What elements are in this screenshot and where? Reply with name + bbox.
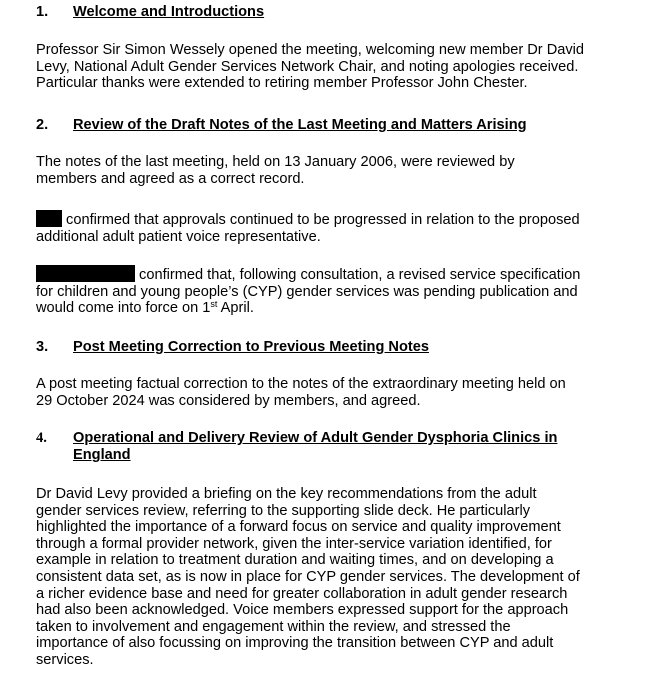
text-line: Levy, National Adult Gender Services Network Chair, and noting apologies received. bbox=[36, 58, 579, 75]
text-line: consistent data set, as is now in place for CYP gender services. The development of bbox=[36, 568, 580, 585]
text-line: a richer evidence base and need for greater collaboration in adult gender research bbox=[36, 585, 568, 602]
text-line: through a formal provider network, given the inter-service variation identified, for bbox=[36, 535, 552, 552]
text-line: importance of also focussing on improving the transition between CYP and adult bbox=[36, 635, 554, 652]
text-line: Particular thanks were extended to retiring member Professor John Chester. bbox=[36, 75, 528, 92]
section-number: 2. bbox=[36, 117, 49, 133]
redaction-block bbox=[36, 210, 62, 227]
section-title-line: Operational and Delivery Review of Adult Gender Dysphoria Clinics in bbox=[73, 430, 558, 446]
section-title-line: England bbox=[73, 447, 131, 463]
text-line: additional adult patient voice representative. bbox=[36, 228, 321, 245]
paragraph bbox=[36, 42, 648, 92]
redaction-block bbox=[36, 265, 135, 282]
text-line: members and agreed as a correct record. bbox=[36, 170, 305, 187]
paragraph bbox=[36, 265, 648, 317]
text-line bbox=[36, 210, 648, 229]
text-line bbox=[36, 300, 648, 317]
text-fragment: would come into force on 1 bbox=[36, 300, 211, 317]
text-line: The notes of the last meeting, held on 13 January 2006, were reviewed by bbox=[36, 154, 515, 170]
text-line bbox=[36, 265, 648, 284]
section-number: 4. bbox=[36, 430, 47, 446]
section-title: Welcome and Introductions bbox=[73, 4, 265, 20]
paragraph bbox=[36, 154, 648, 187]
text-line: taken to involvement and engagement within the review, and stressed the bbox=[36, 618, 511, 635]
text-fragment: confirmed that approvals continued to be progressed in relation to the proposed bbox=[62, 212, 580, 228]
text-fragment: April. bbox=[217, 300, 254, 317]
superscript: st bbox=[210, 299, 218, 310]
paragraph bbox=[36, 486, 648, 669]
text-line: gender services review, referring to the supporting slide deck. He particularly bbox=[36, 502, 530, 519]
text-line: A post meeting factual correction to the notes of the extraordinary meeting held on bbox=[36, 376, 566, 392]
paragraph bbox=[36, 376, 648, 409]
text-line: had also been acknowledged. Voice members expressed support for the approach bbox=[36, 602, 569, 619]
text-line: 29 October 2024 was considered by members, and agreed. bbox=[36, 392, 421, 409]
section-title: Post Meeting Correction to Previous Meeting Notes bbox=[73, 339, 429, 355]
text-fragment: confirmed that, following consultation, a revised service specification bbox=[135, 267, 581, 283]
text-line: example in relation to treatment duration and waiting times, and on developing a bbox=[36, 552, 554, 569]
section-title: Review of the Draft Notes of the Last Meeting and Matters Arising bbox=[73, 117, 527, 133]
text-line: services. bbox=[36, 651, 94, 668]
section-number: 3. bbox=[36, 339, 49, 355]
text-line: Dr David Levy provided a briefing on the key recommendations from the adult bbox=[36, 486, 537, 502]
text-line: for children and young people’s (CYP) gender services was pending publication and bbox=[36, 283, 578, 300]
paragraph bbox=[36, 210, 648, 245]
text-line: highlighted the importance of a forward focus on service and quality improvement bbox=[36, 519, 561, 536]
section-number: 1. bbox=[36, 4, 49, 20]
text-line: Professor Sir Simon Wessely opened the meeting, welcoming new member Dr David bbox=[36, 42, 585, 58]
